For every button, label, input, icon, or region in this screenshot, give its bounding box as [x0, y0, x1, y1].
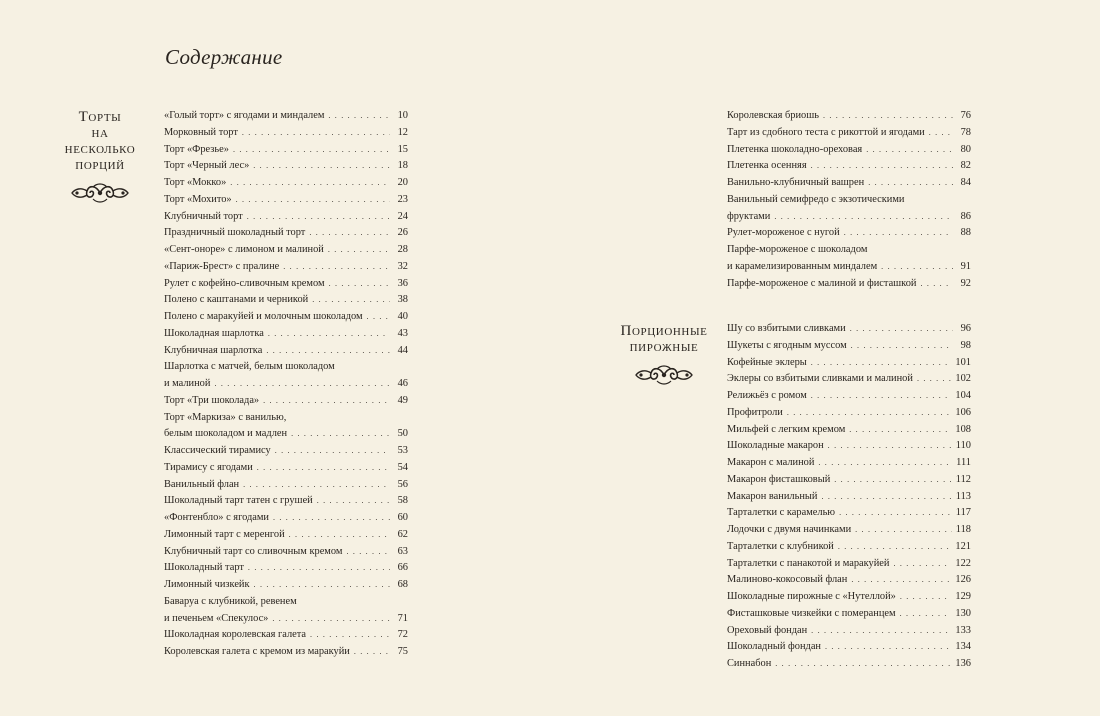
toc-entry[interactable]: Шоколадный тарт . . . 66 — [164, 560, 408, 577]
toc-entry[interactable]: Полено с каштанами и черникой . . . 38 — [164, 292, 408, 309]
toc-entry[interactable]: «Париж-Брест» с пралине . . . 32 — [164, 259, 408, 276]
toc-entry[interactable]: Ванильный семифредо с экзотическими фруктами . . . 86 — [727, 192, 971, 226]
toc-entry[interactable]: Рулет с кофейно-сливочным кремом . . . 36 — [164, 276, 408, 293]
toc-entry[interactable]: Праздничный шоколадный торт . . . 26 — [164, 225, 408, 242]
toc-entry[interactable]: Королевская галета с кремом из маракуйи . . . 75 — [164, 644, 408, 661]
toc-entry[interactable]: Синнабон . . . 136 — [727, 656, 971, 673]
toc-entry-line1: Шарлотка с матчей, белым шоколадом — [164, 361, 335, 373]
toc-entry[interactable]: Ванильно-клубничный вашрен . . . 84 — [727, 175, 971, 192]
toc-entry[interactable]: Макарон ванильный . . . 113 — [727, 489, 971, 506]
toc-list-cakes-continued — [727, 108, 971, 292]
toc-entry[interactable]: Парфе-мороженое с малиной и фисташкой . . . 92 — [727, 276, 971, 293]
toc-list-pastries — [727, 321, 971, 673]
toc-entry[interactable]: Шу со взбитыми сливками . . . 96 — [727, 321, 971, 338]
toc-entry[interactable]: Шарлотка с матчей, белым шоколадом и малиной . . . 46 — [164, 359, 408, 393]
toc-entry[interactable]: Клубничный торт . . . 24 — [164, 209, 408, 226]
toc-entry[interactable]: Парфе-мороженое с шоколадом и карамелизированным миндалем . . . 91 — [727, 242, 971, 276]
section-heading-line: на — [91, 125, 109, 141]
toc-entry[interactable]: Тарталетки с карамелью . . . 117 — [727, 505, 971, 522]
toc-entry[interactable]: Макарон фисташковый . . . 112 — [727, 472, 971, 489]
toc-entry-line1: Парфе-мороженое с шоколадом — [727, 244, 868, 255]
toc-entry[interactable]: Клубничная шарлотка . . . 44 — [164, 343, 408, 360]
flourish-ornament-icon — [69, 181, 131, 205]
toc-entry[interactable]: Клубничный тарт со сливочным кремом . . . 63 — [164, 544, 408, 561]
flourish-ornament-icon — [633, 363, 695, 387]
toc-entry[interactable]: Фисташковые чизкейки с померанцем . . . 130 — [727, 606, 971, 623]
toc-entry[interactable]: Плетенка шоколадно-ореховая . . . 80 — [727, 142, 971, 159]
toc-entry[interactable]: Торт «Мохито» . . . 23 — [164, 192, 408, 209]
toc-entry[interactable]: Шоколадные пирожные с «Нутеллой» . . . 129 — [727, 589, 971, 606]
toc-entry[interactable]: Профитроли . . . 106 — [727, 405, 971, 422]
toc-entry[interactable]: Лимонный чизкейк . . . 68 — [164, 577, 408, 594]
toc-entry[interactable]: «Фонтенбло» с ягодами . . . 60 — [164, 510, 408, 527]
toc-entry[interactable]: Релижьёз с ромом . . . 104 — [727, 388, 971, 405]
toc-entry[interactable]: «Голый торт» с ягодами и миндалем . . . 10 — [164, 108, 408, 125]
section-heading-line: порций — [75, 157, 125, 173]
toc-entry[interactable]: Торт «Маркиза» с ванилью, белым шоколадом и мадлен . . . 50 — [164, 410, 408, 444]
section-heading-pastries — [608, 323, 720, 387]
toc-entry[interactable]: Тарталетки с панакотой и маракуйей . . . 122 — [727, 556, 971, 573]
toc-entry[interactable]: Торт «Мокко» . . . 20 — [164, 175, 408, 192]
toc-entry[interactable]: Шоколадные макарон . . . 110 — [727, 438, 971, 455]
toc-entry[interactable]: Плетенка осенняя . . . 82 — [727, 158, 971, 175]
toc-entry[interactable]: Лодочки с двумя начинками . . . 118 — [727, 522, 971, 539]
toc-entry[interactable]: Эклеры со взбитыми сливками и малиной . . . 102 — [727, 371, 971, 388]
toc-entry-line1: Баваруа с клубникой, ревенем — [164, 595, 297, 607]
toc-entry[interactable]: Классический тирамису . . . 53 — [164, 443, 408, 460]
toc-entry[interactable]: Ореховый фондан . . . 133 — [727, 623, 971, 640]
toc-entry[interactable]: Рулет-мороженое с нугой . . . 88 — [727, 225, 971, 242]
toc-entry[interactable]: Шоколадная шарлотка . . . 43 — [164, 326, 408, 343]
toc-entry[interactable]: Полено с маракуйей и молочным шоколадом . . . 40 — [164, 309, 408, 326]
toc-entry[interactable]: Торт «Фрезье» . . . 15 — [164, 142, 408, 159]
toc-entry[interactable]: Малиново-кокосовый флан . . . 126 — [727, 572, 971, 589]
toc-list-cakes — [164, 108, 408, 661]
section-heading-line: Порционные — [620, 323, 708, 339]
toc-entry[interactable]: Тарт из сдобного теста с рикоттой и ягодами . . . 78 — [727, 125, 971, 142]
toc-entry-line1: Торт «Маркиза» с ванилью, — [164, 411, 287, 423]
toc-entry[interactable]: Ванильный флан . . . 56 — [164, 477, 408, 494]
toc-entry[interactable]: Тирамису с ягодами . . . 54 — [164, 460, 408, 477]
toc-entry[interactable]: Шоколадная королевская галета . . . 72 — [164, 627, 408, 644]
toc-entry[interactable]: Морковный торт . . . 12 — [164, 125, 408, 142]
section-heading-cakes — [60, 109, 140, 205]
toc-entry-line1: Ванильный семифредо с экзотическими — [727, 193, 905, 205]
toc-entry[interactable]: Лимонный тарт с меренгой . . . 62 — [164, 527, 408, 544]
section-heading-line: Торты — [78, 109, 122, 125]
toc-entry[interactable]: Шоколадный тарт татен с грушей . . . 58 — [164, 493, 408, 510]
toc-entry[interactable]: Шукеты с ягодным муссом . . . 98 — [727, 338, 971, 355]
toc-entry[interactable]: Торт «Три шоколада» . . . 49 — [164, 393, 408, 410]
section-heading-line: несколько — [64, 141, 136, 157]
toc-entry[interactable]: Тарталетки с клубникой . . . 121 — [727, 539, 971, 556]
section-heading-line: пирожные — [629, 339, 699, 355]
toc-entry[interactable]: Мильфей с легким кремом . . . 108 — [727, 422, 971, 439]
toc-entry[interactable]: Королевская бриошь . . . 76 — [727, 108, 971, 125]
toc-entry[interactable]: «Сент-оноре» с лимоном и малиной . . . 28 — [164, 242, 408, 259]
toc-entry[interactable]: Кофейные эклеры . . . 101 — [727, 355, 971, 372]
toc-entry[interactable]: Баваруа с клубникой, ревенем и печеньем «Спекулос» . . . 71 — [164, 594, 408, 628]
toc-entry[interactable]: Шоколадный фондан . . . 134 — [727, 639, 971, 656]
toc-entry[interactable]: Торт «Черный лес» . . . 18 — [164, 158, 408, 175]
toc-entry[interactable]: Макарон с малиной . . . 111 — [727, 455, 971, 472]
page-title: Содержание — [165, 45, 283, 69]
